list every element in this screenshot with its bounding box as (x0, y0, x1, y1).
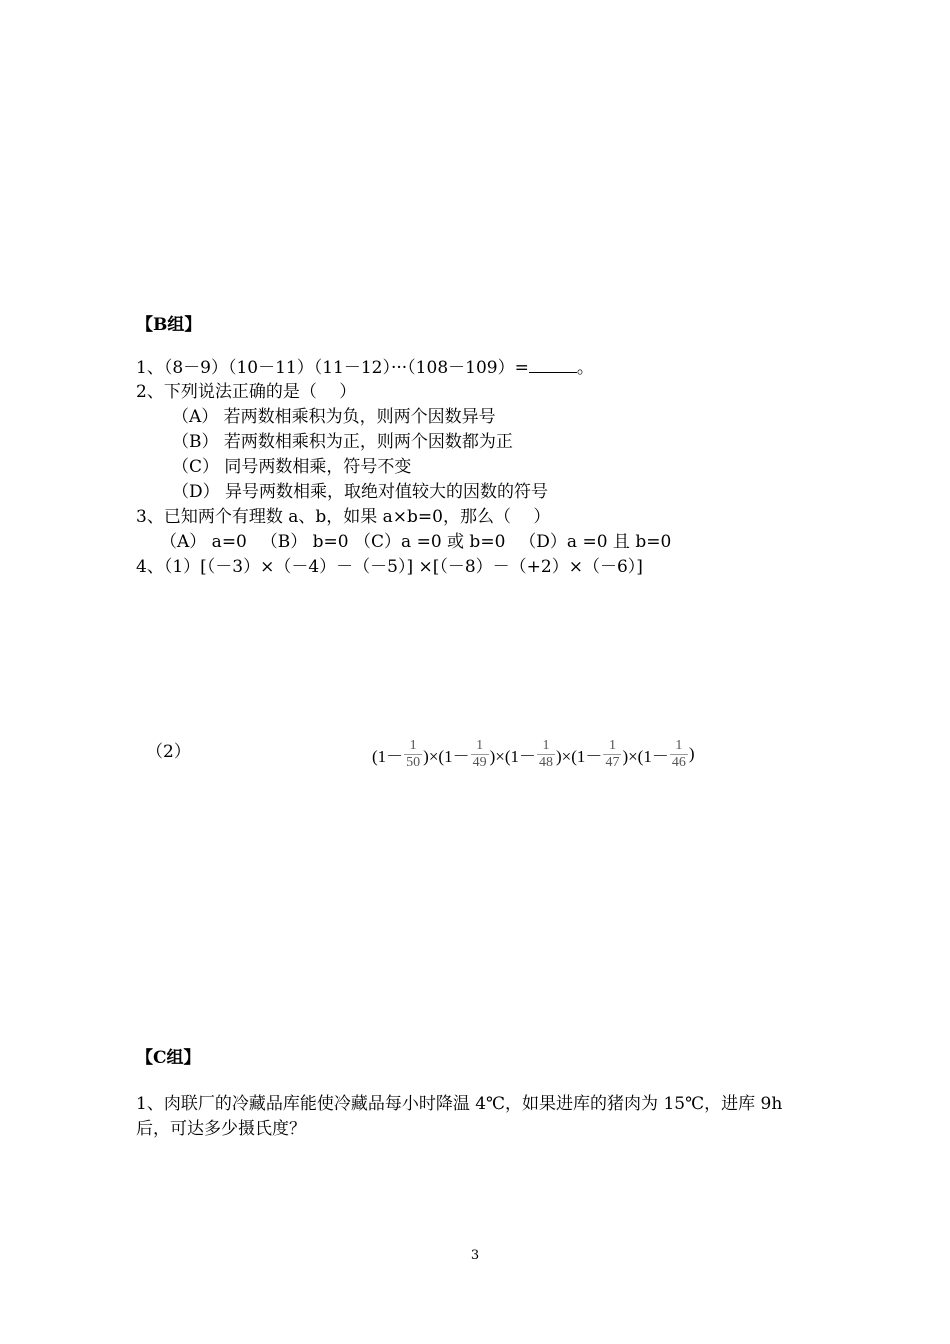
question-1-end: 。 (576, 358, 594, 378)
fraction-numerator: 1 (542, 737, 550, 753)
fraction-denominator: 46 (671, 754, 686, 770)
question-2-option-c: （C） 同号两数相乘，符号不变 (172, 457, 412, 477)
fraction-denominator: 47 (605, 754, 620, 770)
fraction-numerator: 1 (409, 737, 417, 753)
group-c-header: 【C组】 (136, 1048, 201, 1068)
expr-sep: )×(1－ (489, 746, 537, 766)
question-4-part-1: 4、（1）[（－3）×（－4）－（－5）] ×[（－8）－（+2）×（－6）] (136, 557, 643, 577)
page-number: 3 (470, 1248, 480, 1263)
fraction-2 (471, 738, 489, 771)
fraction-numerator: 1 (675, 737, 683, 753)
question-3: 3、已知两个有理数 a、b，如果 a×b=0，那么（ ） (136, 507, 551, 527)
fraction-1 (404, 738, 422, 771)
question-4-part-2-label: （2） (146, 742, 191, 762)
question-2-option-d: （D） 异号两数相乘，取绝对值较大的因数的符号 (172, 482, 549, 502)
fraction-5 (670, 738, 688, 771)
fraction-numerator: 1 (476, 737, 484, 753)
expr-open: (1－ (372, 746, 404, 766)
fraction-denominator: 50 (406, 754, 421, 770)
expr-sep: )×(1－ (423, 746, 470, 766)
answer-blank[interactable] (529, 358, 577, 373)
fraction-3 (537, 738, 555, 771)
fraction-denominator: 49 (472, 754, 487, 770)
question-4-part-2-expression (372, 732, 695, 776)
fraction-4 (603, 738, 621, 771)
expr-close: ) (688, 744, 695, 763)
expr-sep: )×(1－ (556, 746, 603, 766)
fraction-numerator: 1 (608, 737, 616, 753)
fraction-denominator: 48 (539, 754, 554, 770)
question-1 (136, 357, 594, 379)
question-2-option-a: （A） 若两数相乘积为负，则两个因数异号 (172, 407, 496, 427)
group-c-question-1-line-1: 1、肉联厂的冷藏品库能使冷藏品每小时降温 4℃，如果进库的猪肉为 15℃，进库 9h (136, 1094, 783, 1114)
question-2: 2、下列说法正确的是（ ） (136, 382, 357, 402)
group-c-question-1-line-2: 后，可达多少摄氏度？ (136, 1119, 306, 1139)
expr-sep: )×(1－ (622, 746, 669, 766)
question-1-text: 1、（8－9）（10－11）（11－12）···（108－109）= (136, 358, 529, 378)
question-3-options: （A） a=0 （B） b=0 （C）a =0 或 b=0 （D）a =0 且 b=0 (160, 532, 672, 552)
question-2-option-b: （B） 若两数相乘积为正，则两个因数都为正 (172, 432, 513, 452)
group-b-header: 【B组】 (136, 315, 202, 335)
